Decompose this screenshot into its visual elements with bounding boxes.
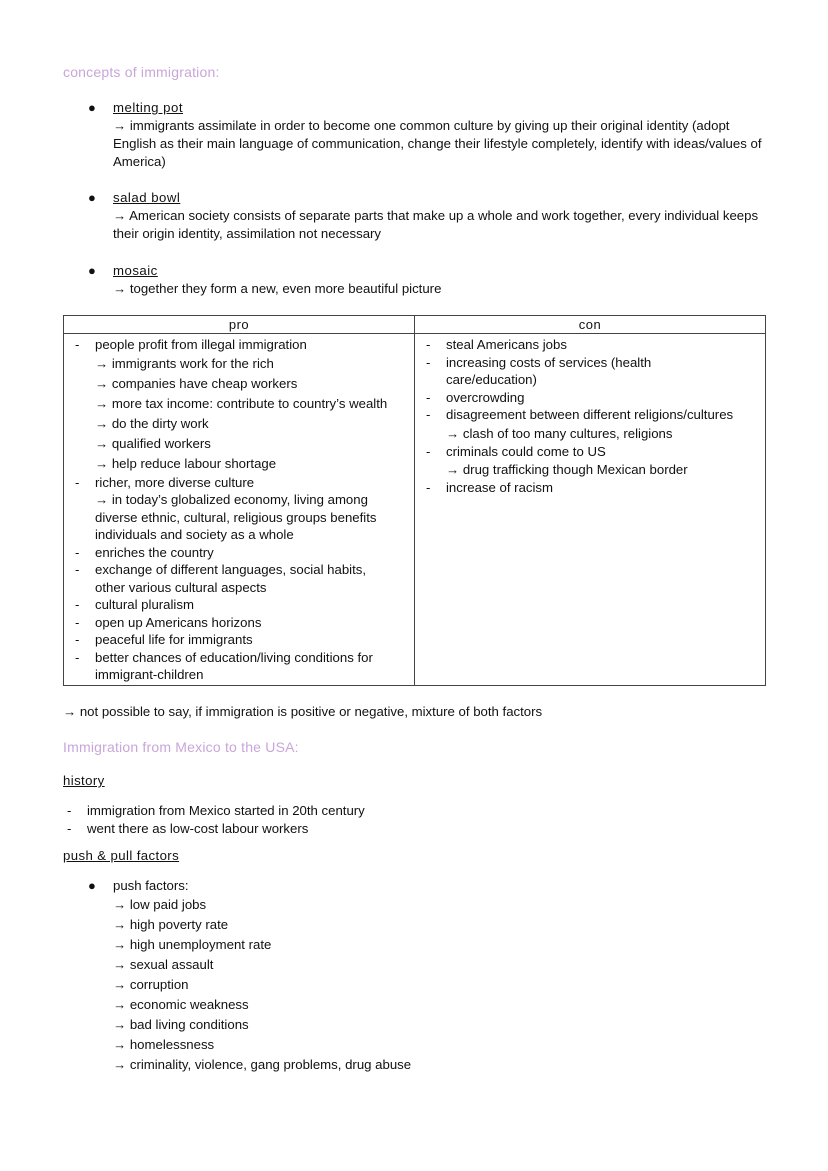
- history-title: history: [63, 773, 105, 788]
- concept-term: mosaic: [113, 263, 158, 278]
- push-factor: → bad living conditions: [113, 1017, 249, 1032]
- pro-subitem: → companies have cheap workers: [95, 375, 298, 391]
- bullet-icon: ●: [88, 263, 96, 278]
- con-header: con: [415, 316, 766, 334]
- history-item: - immigration from Mexico started in 20th century: [56, 802, 763, 820]
- history-item: - went there as low-cost labour workers: [56, 820, 763, 838]
- push-factor: → sexual assault: [113, 957, 214, 972]
- concept-description: → immigrants assimilate in order to become one common culture by giving up their original identity (adopt English as their main language of communication, change their lifestyle completely, identify with ideas/values of America): [113, 118, 762, 169]
- push-factor: → high poverty rate: [113, 917, 229, 932]
- bullet-icon: ●: [88, 190, 96, 205]
- concept-salad-bowl: [88, 189, 788, 243]
- concept-description: → American society consists of separate parts that make up a whole and work together, every individual keeps their origin identity, assimilation not necessary: [113, 208, 759, 241]
- bullet-icon: ●: [88, 100, 96, 115]
- pro-header: pro: [64, 316, 415, 334]
- con-item: - disagreement between different religions/cultures → clash of too many cultures, religions: [415, 406, 765, 443]
- pro-subitem: → help reduce labour shortage: [95, 455, 277, 471]
- push-factor: → high unemployment rate: [113, 937, 272, 952]
- con-item: - overcrowding: [415, 389, 765, 407]
- concept-term: melting pot: [113, 100, 184, 115]
- concept-mosaic: [88, 262, 788, 298]
- pro-cell: [64, 334, 415, 686]
- bullet-icon: ●: [88, 878, 96, 893]
- con-subitem: → clash of too many cultures, religions: [446, 425, 673, 441]
- con-subitem: → drug trafficking though Mexican border: [446, 462, 688, 477]
- con-item: - increase of racism: [415, 479, 765, 497]
- push-factor: → homelessness: [113, 1037, 215, 1052]
- push-factor: → low paid jobs: [113, 897, 207, 912]
- pro-con-table: [63, 315, 766, 686]
- push-factor: → corruption: [113, 977, 189, 992]
- con-item: - criminals could come to US → drug trafficking though Mexican border: [415, 443, 765, 480]
- pro-subitem: → more tax income: contribute to country’s wealth: [95, 395, 388, 411]
- pro-subitem: → do the dirty work: [95, 415, 209, 431]
- conclusion-text: → not possible to say, if immigration is positive or negative, mixture of both factors: [63, 704, 543, 719]
- con-item: - steal Americans jobs: [415, 336, 765, 354]
- concepts-heading: concepts of immigration:: [63, 64, 220, 80]
- push-factors-block: [88, 877, 788, 1075]
- push-label: push factors:: [113, 878, 189, 893]
- pro-item: - people profit from illegal immigration → immigrants work for the rich → companies have cheap workers → more tax income: contribute to country’s wealth → do the dirty work → qualified workers → help reduce labour shortage: [64, 336, 414, 474]
- pro-item: - cultural pluralism: [64, 596, 414, 614]
- concept-melting-pot: [88, 99, 788, 171]
- pro-item: - richer, more diverse culture → in today’s globalized economy, living among diverse ethnic, cultural, religious groups benefits individuals and society as a whole: [64, 474, 414, 544]
- pro-subitem: → immigrants work for the rich: [95, 355, 274, 371]
- history-list: [63, 802, 763, 837]
- mexico-heading: Immigration from Mexico to the USA:: [63, 739, 299, 755]
- pro-item: - peaceful life for immigrants: [64, 631, 414, 649]
- pro-subitem: → in today’s globalized economy, living among diverse ethnic, cultural, religious groups benefits individuals and society as a whole: [95, 492, 377, 542]
- push-factor: → economic weakness: [113, 997, 249, 1012]
- pro-item: - enriches the country: [64, 544, 414, 562]
- concept-description: → together they form a new, even more beautiful picture: [113, 281, 442, 296]
- push-factor: → criminality, violence, gang problems, drug abuse: [113, 1057, 412, 1072]
- pro-item: - open up Americans horizons: [64, 614, 414, 632]
- concept-term: salad bowl: [113, 190, 181, 205]
- pro-item: - better chances of education/living conditions for immigrant-children: [64, 649, 414, 684]
- pro-item: - exchange of different languages, social habits, other various cultural aspects: [64, 561, 414, 596]
- pro-subitem: → qualified workers: [95, 435, 211, 451]
- con-cell: [415, 334, 766, 686]
- push-pull-title: push & pull factors: [63, 848, 180, 863]
- con-item: - increasing costs of services (health care/education): [415, 354, 765, 389]
